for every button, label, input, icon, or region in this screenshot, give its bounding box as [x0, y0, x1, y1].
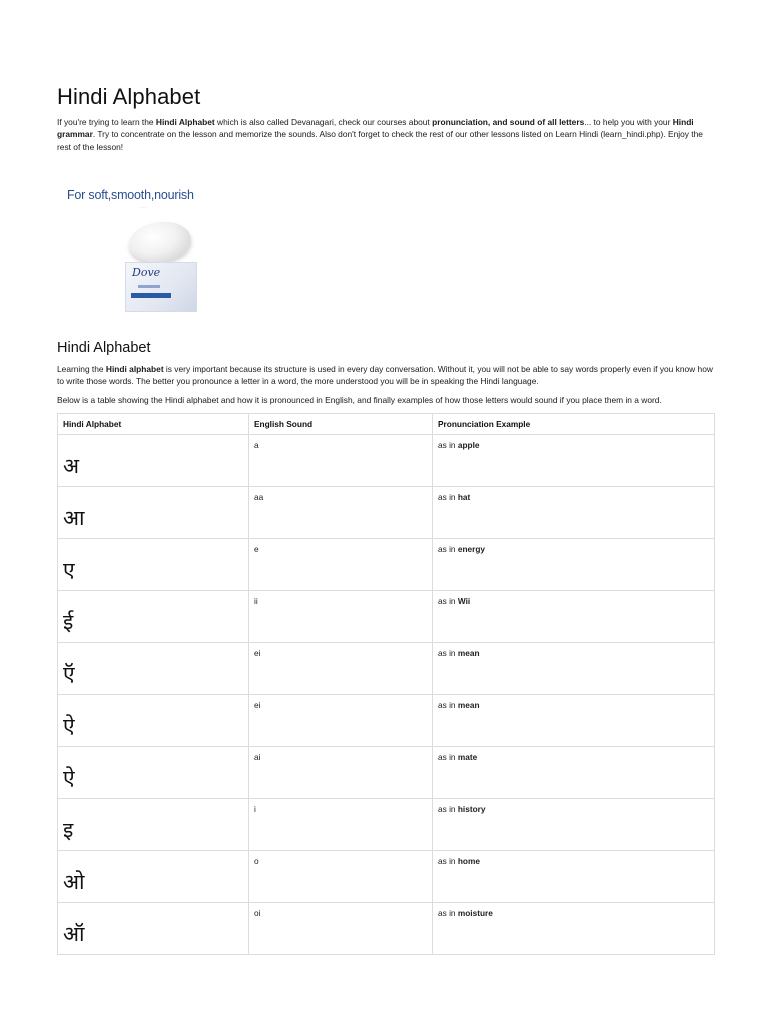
hindi-letter: ऑ: [58, 903, 249, 955]
table-row: [58, 591, 715, 643]
table-row: [58, 903, 715, 955]
pronunciation-example: [433, 695, 715, 747]
english-sound: ai: [249, 747, 433, 799]
pronunciation-example: [433, 851, 715, 903]
ad-brand-logo: Dove: [132, 266, 161, 279]
hindi-letter: ओ: [58, 851, 249, 903]
hindi-letter: ऐ: [58, 747, 249, 799]
english-sound: aa: [249, 487, 433, 539]
table-row: [58, 643, 715, 695]
section-paragraph-2: Below is a table showing the Hindi alphabet and how it is pronounced in English, and finally examples of how those letters would sound if you place them in a word.: [57, 395, 662, 405]
pronunciation-example: [433, 747, 715, 799]
table-row: [58, 851, 715, 903]
hindi-letter: ई: [58, 591, 249, 643]
english-sound: oi: [249, 903, 433, 955]
table-header-row: [58, 414, 715, 435]
pronunciation-example: [433, 643, 715, 695]
ad-headline: For soft,smooth,nourish: [67, 188, 194, 202]
intro-bold-hindi-grammar: Hindi grammar: [57, 117, 694, 140]
pronunciation-example: [433, 539, 715, 591]
example-word: hat: [457, 492, 471, 502]
english-sound: ii: [249, 591, 433, 643]
ad-box-stripe: [131, 293, 171, 298]
advertisement-banner[interactable]: [65, 184, 205, 312]
pronunciation-example: [433, 487, 715, 539]
english-sound: ei: [249, 695, 433, 747]
ad-subtext-decoration: · · ·: [139, 205, 147, 211]
intro-text-4: . Try to concentrate on the lesson and memorize the sounds. Also don't forget to check the rest of our other lessons listed on Learn Hindi (learn_hindi.php). Enjoy the rest of the lesson!: [57, 129, 703, 152]
english-sound: o: [249, 851, 433, 903]
example-word: mate: [457, 752, 478, 762]
example-word: energy: [457, 544, 486, 554]
p1-bold-hindi-alphabet: Hindi alphabet: [105, 364, 164, 374]
pronunciation-example: [433, 799, 715, 851]
example-word: home: [457, 856, 480, 866]
table-row: [58, 539, 715, 591]
hindi-letter: आ: [58, 487, 249, 539]
example-prefix: as in: [438, 752, 458, 762]
soap-box-image: [125, 262, 197, 312]
example-prefix: as in: [438, 648, 458, 658]
section-title: Hindi Alphabet: [57, 340, 151, 356]
section-paragraph-1: [57, 363, 713, 388]
example-prefix: as in: [438, 804, 458, 814]
example-prefix: as in: [438, 700, 458, 710]
example-word: Wii: [457, 596, 471, 606]
hindi-letter: ऐ: [58, 695, 249, 747]
hindi-letter: अ: [58, 435, 249, 487]
example-prefix: as in: [438, 544, 458, 554]
example-prefix: as in: [438, 908, 458, 918]
example-word: mean: [457, 700, 480, 710]
example-prefix: as in: [438, 596, 458, 606]
hindi-letter: ऍ: [58, 643, 249, 695]
ad-box-stripe-light: [138, 285, 160, 288]
table-row: [58, 747, 715, 799]
example-word: history: [457, 804, 486, 814]
intro-paragraph: [57, 116, 713, 153]
header-english-sound: English Sound: [249, 414, 433, 435]
header-hindi-alphabet: Hindi Alphabet: [58, 414, 249, 435]
hindi-letter: इ: [58, 799, 249, 851]
p1-text-2: is very important because its structure is used in every day conversation. Without it, you will not be able to say words properly even if you know how to write those words. The better you pronounce a letter in a word, the more understood you will be in speaking the Hindi language.: [57, 364, 713, 387]
english-sound: a: [249, 435, 433, 487]
pronunciation-example: [433, 435, 715, 487]
example-word: moisture: [457, 908, 493, 918]
pronunciation-example: [433, 591, 715, 643]
page-title: Hindi Alphabet: [57, 84, 201, 109]
example-prefix: as in: [438, 492, 458, 502]
intro-text-2: which is also called Devanagari, check our courses about: [214, 117, 433, 127]
hindi-letter: ए: [58, 539, 249, 591]
intro-text-1: If you're trying to learn the: [57, 117, 156, 127]
intro-text-3: ... to help you with your: [584, 117, 673, 127]
english-sound: i: [249, 799, 433, 851]
table-row: [58, 695, 715, 747]
soap-bar-image: [127, 218, 194, 266]
p1-text-1: Learning the: [57, 364, 106, 374]
table-row: [58, 799, 715, 851]
example-prefix: as in: [438, 440, 458, 450]
table-row: [58, 487, 715, 539]
english-sound: e: [249, 539, 433, 591]
intro-bold-pronunciation: pronunciation, and sound of all letters: [432, 117, 585, 127]
intro-bold-hindi-alphabet: Hindi Alphabet: [155, 117, 215, 127]
table-row: [58, 435, 715, 487]
pronunciation-example: [433, 903, 715, 955]
header-pronunciation-example: Pronunciation Example: [433, 414, 715, 435]
example-word: mean: [457, 648, 480, 658]
hindi-alphabet-table: [57, 413, 715, 955]
english-sound: ei: [249, 643, 433, 695]
example-word: apple: [457, 440, 480, 450]
example-prefix: as in: [438, 856, 458, 866]
